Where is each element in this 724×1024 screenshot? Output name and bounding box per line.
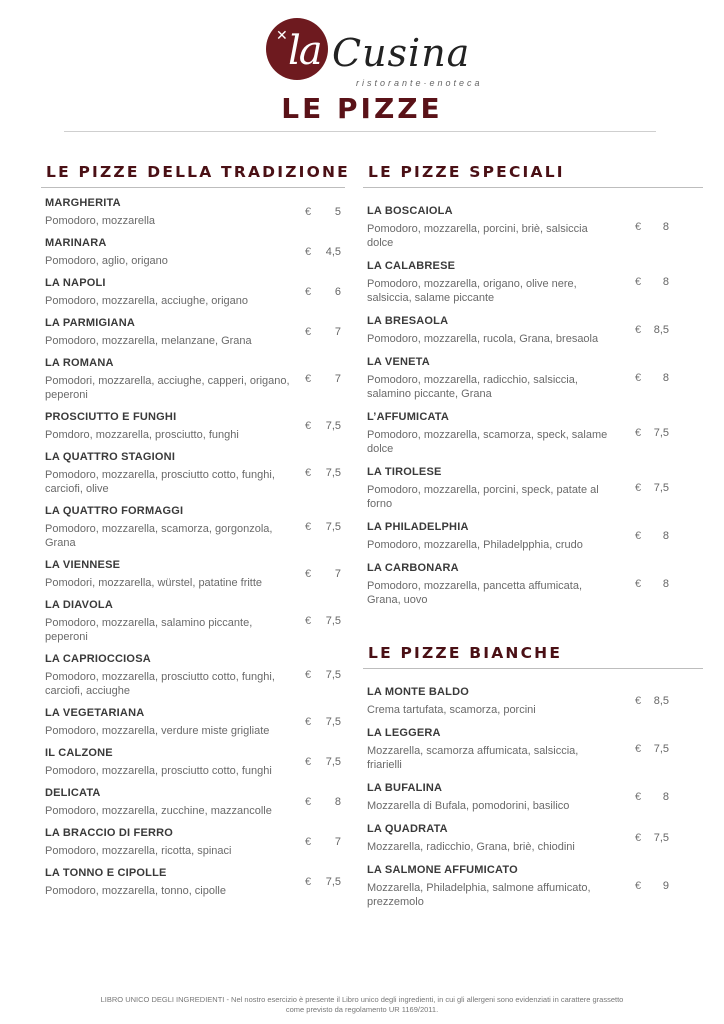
menu-item — [45, 410, 345, 442]
header — [0, 0, 724, 140]
pizza-name: IL CALZONE — [45, 747, 113, 759]
pizza-ingredients: Mozzarella di Bufala, pomodorini, basilico — [367, 800, 570, 812]
price — [627, 276, 669, 288]
pizza-ingredients: Pomodoro, mozzarella, prosciutto cotto, funghi — [45, 765, 272, 777]
column-right — [367, 160, 703, 918]
pizza-name: LA CAPRIOCCIOSA — [45, 653, 151, 665]
pizza-ingredients: Pomodoro, mozzarella, Philadelpphia, crudo — [367, 539, 583, 551]
pizza-ingredients: Pomodoro, mozzarella, ricotta, spinaci — [45, 845, 232, 857]
price-value: 7 — [334, 326, 341, 338]
euro-symbol: € — [635, 427, 642, 439]
pizza-name: LA DIAVOLA — [45, 599, 113, 611]
pizza-name: DELICATA — [45, 787, 101, 799]
price-value: 8 — [334, 796, 341, 808]
price-value: 5 — [334, 206, 341, 218]
footer-line-1: LIBRO UNICO DEGLI INGREDIENTI - Nel nostro esercizio è presente il Libro unico degli ingredienti, in cui gli allergeni sono evidenziati in carattere grassetto — [100, 995, 624, 1004]
euro-symbol: € — [635, 221, 642, 233]
menu-item — [367, 410, 703, 456]
euro-symbol: € — [305, 420, 312, 432]
price — [297, 206, 341, 218]
price-value: 7 — [334, 568, 341, 580]
price — [627, 743, 669, 755]
price — [297, 615, 341, 627]
price — [627, 695, 669, 707]
pizza-ingredients: Pomodoro, mozzarella — [45, 215, 156, 227]
price-value: 7,5 — [325, 615, 341, 627]
chef-cutlery-icon: ✕ — [276, 27, 288, 43]
section-divider — [363, 668, 703, 669]
pizza-name: LA TIROLESE — [367, 466, 442, 478]
pizza-name: LA BUFALINA — [367, 782, 443, 794]
section-bianche — [367, 641, 703, 909]
price-value: 7,5 — [325, 420, 341, 432]
price — [627, 832, 669, 844]
menu-item — [367, 822, 703, 854]
menu-item — [45, 706, 345, 738]
euro-symbol: € — [305, 568, 312, 580]
euro-symbol: € — [635, 695, 642, 707]
pizza-name: LA BRACCIO DI FERRO — [45, 827, 174, 839]
price — [627, 221, 669, 233]
logo-circle — [266, 18, 328, 80]
pizza-name: LA CARBONARA — [367, 562, 459, 574]
price-value: 7,5 — [653, 743, 669, 755]
price-value: 7,5 — [325, 669, 341, 681]
price — [627, 324, 669, 336]
euro-symbol: € — [635, 791, 642, 803]
pizza-ingredients: Pomodoro, mozzarella, rucola, Grana, bresaola — [367, 333, 599, 345]
pizza-name: LA CALABRESE — [367, 260, 456, 272]
menu-item — [367, 314, 703, 346]
euro-symbol: € — [635, 324, 642, 336]
menu-item — [367, 561, 703, 607]
euro-symbol: € — [305, 326, 312, 338]
section-tradizione — [45, 160, 350, 898]
price-value: 8 — [662, 276, 669, 288]
price — [297, 568, 341, 580]
menu-list — [367, 685, 703, 909]
pizza-ingredients: Pomodori, mozzarella, würstel, patatine fritte — [45, 577, 263, 589]
price-value: 7,5 — [325, 756, 341, 768]
euro-symbol: € — [305, 756, 312, 768]
menu-item — [45, 652, 345, 698]
euro-symbol: € — [305, 467, 312, 479]
column-left — [45, 160, 350, 906]
pizza-name: LA MONTE BALDO — [367, 686, 469, 698]
pizza-ingredients: Pomodoro, mozzarella, prosciutto cotto, funghi, carciofi, olive — [45, 469, 275, 495]
euro-symbol: € — [635, 578, 642, 590]
euro-symbol: € — [305, 286, 312, 298]
pizza-name: LA BRESAOLA — [367, 315, 449, 327]
logo-subtitle: ristorante·enoteca — [356, 78, 483, 88]
price-value: 7,5 — [325, 876, 341, 888]
pizza-ingredients: Pomodoro, mozzarella, scamorza, gorgonzola, Grana — [45, 523, 273, 549]
price — [297, 373, 341, 385]
pizza-ingredients: Pomdoro, mozzarella, prosciutto, funghi — [45, 429, 239, 441]
menu-item — [367, 355, 703, 401]
pizza-name: LA NAPOLI — [45, 277, 106, 289]
pizza-name: MARINARA — [45, 237, 107, 249]
euro-symbol: € — [305, 206, 312, 218]
euro-symbol: € — [635, 743, 642, 755]
pizza-name: LA QUADRATA — [367, 823, 448, 835]
pizza-ingredients: Mozzarella, radicchio, Grana, briè, chiodini — [367, 841, 575, 853]
pizza-ingredients: Pomodoro, mozzarella, acciughe, origano — [45, 295, 249, 307]
price — [297, 286, 341, 298]
price-value: 7,5 — [653, 832, 669, 844]
price — [297, 796, 341, 808]
menu-item — [45, 196, 345, 228]
price-value: 8,5 — [653, 695, 669, 707]
price — [627, 372, 669, 384]
euro-symbol: € — [305, 669, 312, 681]
pizza-ingredients: Pomodoro, mozzarella, salamino piccante, peperoni — [45, 617, 253, 643]
euro-symbol: € — [305, 716, 312, 728]
menu-item — [45, 786, 345, 818]
menu-item — [45, 450, 345, 496]
header-divider — [64, 131, 656, 132]
price-value: 7,5 — [653, 482, 669, 494]
pizza-name: LA PARMIGIANA — [45, 317, 135, 329]
price-value: 7 — [334, 836, 341, 848]
euro-symbol: € — [305, 521, 312, 533]
price — [297, 326, 341, 338]
price — [297, 756, 341, 768]
menu-item — [367, 726, 703, 772]
pizza-ingredients: Pomodoro, mozzarella, origano, olive nere, salsiccia, salame piccante — [367, 278, 577, 304]
pizza-name: LA QUATTRO STAGIONI — [45, 451, 176, 463]
price — [627, 578, 669, 590]
menu-item — [367, 259, 703, 305]
price-value: 7,5 — [325, 467, 341, 479]
euro-symbol: € — [305, 876, 312, 888]
euro-symbol: € — [305, 373, 312, 385]
logo-text-la: la — [288, 28, 321, 74]
euro-symbol: € — [635, 832, 642, 844]
price-value: 7,5 — [325, 521, 341, 533]
pizza-ingredients: Pomodoro, aglio, origano — [45, 255, 168, 267]
menu-item — [45, 746, 345, 778]
menu-item — [367, 204, 703, 250]
pizza-ingredients: Mozzarella, Philadelphia, salmone affumicato, prezzemolo — [367, 882, 591, 908]
price-value: 8,5 — [653, 324, 669, 336]
pizza-ingredients: Pomodoro, mozzarella, tonno, cipolle — [45, 885, 226, 897]
price-value: 8 — [662, 578, 669, 590]
price — [627, 530, 669, 542]
menu-item — [45, 504, 345, 550]
price-value: 7,5 — [653, 427, 669, 439]
pizza-ingredients: Pomodoro, mozzarella, melanzane, Grana — [45, 335, 252, 347]
page-title: LE PIZZE — [281, 92, 443, 125]
price — [627, 482, 669, 494]
pizza-name: LA LEGGERA — [367, 727, 441, 739]
section-title: LE PIZZE DELLA TRADIZIONE — [46, 163, 350, 181]
euro-symbol: € — [635, 530, 642, 542]
section-title: LE PIZZE SPECIALI — [368, 163, 565, 181]
price-value: 6 — [334, 286, 341, 298]
section-divider — [41, 187, 345, 188]
pizza-ingredients: Pomodoro, mozzarella, prosciutto cotto, funghi, carciofi, acciughe — [45, 671, 275, 697]
section-divider — [363, 187, 703, 188]
euro-symbol: € — [635, 276, 642, 288]
price — [297, 420, 341, 432]
logo-text-cusina: Cusina — [332, 31, 471, 75]
price-value: 8 — [662, 221, 669, 233]
menu-item — [45, 236, 345, 268]
pizza-ingredients: Mozzarella, scamorza affumicata, salsiccia, friarielli — [367, 745, 579, 771]
euro-symbol: € — [305, 246, 312, 258]
pizza-name: LA VIENNESE — [45, 559, 121, 571]
pizza-name: LA VENETA — [367, 356, 430, 368]
price-value: 4,5 — [325, 246, 341, 258]
menu-item — [45, 356, 345, 402]
restaurant-logo — [266, 18, 483, 88]
menu-item — [45, 316, 345, 348]
pizza-name: LA VEGETARIANA — [45, 707, 145, 719]
menu-list — [45, 196, 345, 898]
euro-symbol: € — [305, 796, 312, 808]
price — [297, 716, 341, 728]
pizza-name: MARGHERITA — [45, 197, 121, 209]
footer-line-2: come previsto da regolamento UR 1169/2011. — [285, 1005, 439, 1014]
menu-item — [45, 558, 345, 590]
price — [297, 836, 341, 848]
price-value: 8 — [662, 791, 669, 803]
pizza-ingredients: Pomodori, mozzarella, acciughe, capperi, origano, peperoni — [45, 375, 290, 401]
section-speciali — [367, 160, 703, 607]
pizza-name: PROSCIUTTO E FUNGHI — [45, 411, 177, 423]
price — [297, 246, 341, 258]
pizza-name: LA SALMONE AFFUMICATO — [367, 864, 518, 876]
menu-item — [367, 781, 703, 813]
pizza-name: LA PHILADELPHIA — [367, 521, 469, 533]
price-value: 8 — [662, 530, 669, 542]
pizza-ingredients: Pomodoro, mozzarella, porcini, briè, salsiccia dolce — [367, 223, 588, 249]
menu-item — [45, 866, 345, 898]
price-value: 9 — [662, 880, 669, 892]
pizza-name: LA BOSCAIOLA — [367, 205, 453, 217]
menu-item — [367, 520, 703, 552]
pizza-name: LA ROMANA — [45, 357, 114, 369]
price — [297, 467, 341, 479]
euro-symbol: € — [305, 836, 312, 848]
menu-item — [367, 465, 703, 511]
euro-symbol: € — [635, 372, 642, 384]
pizza-name: L’AFFUMICATA — [367, 411, 450, 423]
price-value: 7,5 — [325, 716, 341, 728]
section-title: LE PIZZE BIANCHE — [368, 644, 563, 662]
pizza-ingredients: Pomodoro, mozzarella, zucchine, mazzancolle — [45, 805, 272, 817]
pizza-name: LA QUATTRO FORMAGGI — [45, 505, 184, 517]
price — [297, 669, 341, 681]
pizza-name: LA TONNO E CIPOLLE — [45, 867, 167, 879]
menu-item — [367, 685, 703, 717]
menu-item — [45, 276, 345, 308]
pizza-ingredients: Pomodoro, mozzarella, porcini, speck, patate al forno — [367, 484, 599, 510]
menu-item — [367, 863, 703, 909]
price-value: 7 — [334, 373, 341, 385]
menu-list — [367, 204, 703, 607]
euro-symbol: € — [305, 615, 312, 627]
price — [627, 880, 669, 892]
allergen-footer — [70, 995, 654, 1015]
pizza-ingredients: Pomodoro, mozzarella, pancetta affumicata, Grana, uovo — [367, 580, 583, 606]
price-value: 8 — [662, 372, 669, 384]
pizza-ingredients: Pomodoro, mozzarella, verdure miste grigliate — [45, 725, 270, 737]
price — [297, 876, 341, 888]
price — [627, 427, 669, 439]
pizza-ingredients: Pomodoro, mozzarella, radicchio, salsiccia, salamino piccante, Grana — [367, 374, 578, 400]
price — [297, 521, 341, 533]
pizza-ingredients: Pomodoro, mozzarella, scamorza, speck, salame dolce — [367, 429, 608, 455]
price — [627, 791, 669, 803]
pizza-ingredients: Crema tartufata, scamorza, porcini — [367, 704, 536, 716]
menu-item — [45, 826, 345, 858]
euro-symbol: € — [635, 880, 642, 892]
menu-item — [45, 598, 345, 644]
euro-symbol: € — [635, 482, 642, 494]
